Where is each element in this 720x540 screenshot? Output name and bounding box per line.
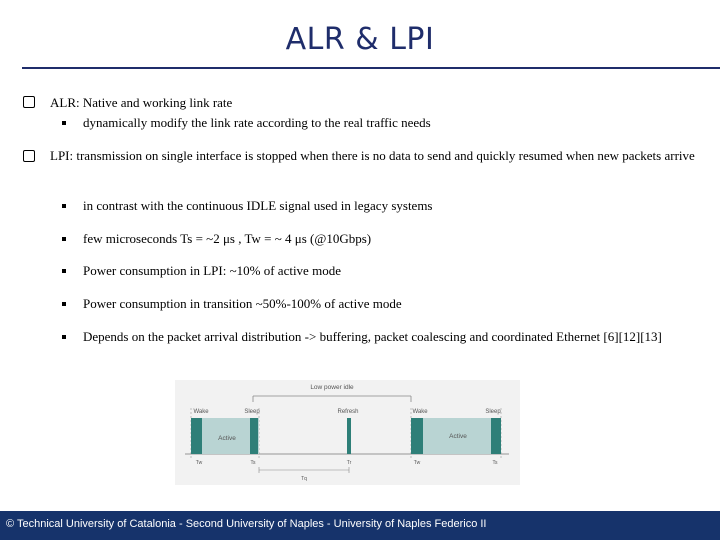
square-bullet-icon (62, 204, 66, 208)
wake-bar (191, 418, 202, 454)
lpi-heading: LPI: transmission on single interface is stopped when there is no data to send and quickly resumed when new packets arrive (50, 148, 695, 163)
active-label: Active (218, 435, 236, 442)
lpi-timing-diagram (175, 380, 520, 485)
time-label: Tw (195, 460, 203, 466)
sleep-bar (491, 418, 501, 454)
low-power-idle-label: Low power idle (310, 384, 354, 391)
sleep-bar (250, 418, 258, 454)
wake-label: Wake (412, 409, 428, 415)
page-title: ALR & LPI (285, 22, 435, 57)
time-label: Ts (250, 460, 256, 466)
lpi-item: in contrast with the continuous IDLE signal used in legacy systems (83, 198, 433, 213)
wake-label: Wake (193, 409, 209, 415)
square-bullet-icon (62, 335, 66, 339)
lpi-item: Power consumption in transition ~50%-100% of active mode (83, 296, 402, 311)
lpi-item: Power consumption in LPI: ~10% of active mode (83, 263, 341, 278)
square-bullet-icon (62, 302, 66, 306)
sleep-label: Sleep (244, 409, 260, 415)
checkbox-bullet-icon (23, 96, 35, 112)
square-bullet-icon (62, 121, 66, 125)
time-label: Tr (346, 460, 352, 466)
square-bullet-icon (62, 237, 66, 241)
alr-subpoint: dynamically modify the link rate according to the real traffic needs (83, 115, 431, 130)
lpi-item: few microseconds Ts = ~2 μs , Tw = ~ 4 μs (@10Gbps) (83, 231, 372, 246)
title-underline (22, 67, 720, 69)
refresh-label: Refresh (337, 409, 359, 415)
sleep-label: Sleep (485, 409, 501, 415)
wake-bar (411, 418, 423, 454)
lpi-item: Depends on the packet arrival distribution -> buffering, packet coalescing and coordinated Ethernet [6][12][13] (83, 329, 662, 344)
refresh-bar (347, 418, 351, 454)
time-label: Tw (413, 460, 421, 466)
checkbox-bullet-icon (23, 150, 35, 166)
active-label: Active (449, 433, 467, 440)
alr-heading: ALR: Native and working link rate (50, 95, 233, 110)
tq-label: Tq (301, 476, 307, 482)
square-bullet-icon (62, 269, 66, 273)
footer-bar (0, 511, 720, 540)
time-label: Ts (492, 460, 498, 466)
footer-text: © Technical University of Catalonia - Second University of Naples - University of Naples Federico II (6, 518, 487, 530)
